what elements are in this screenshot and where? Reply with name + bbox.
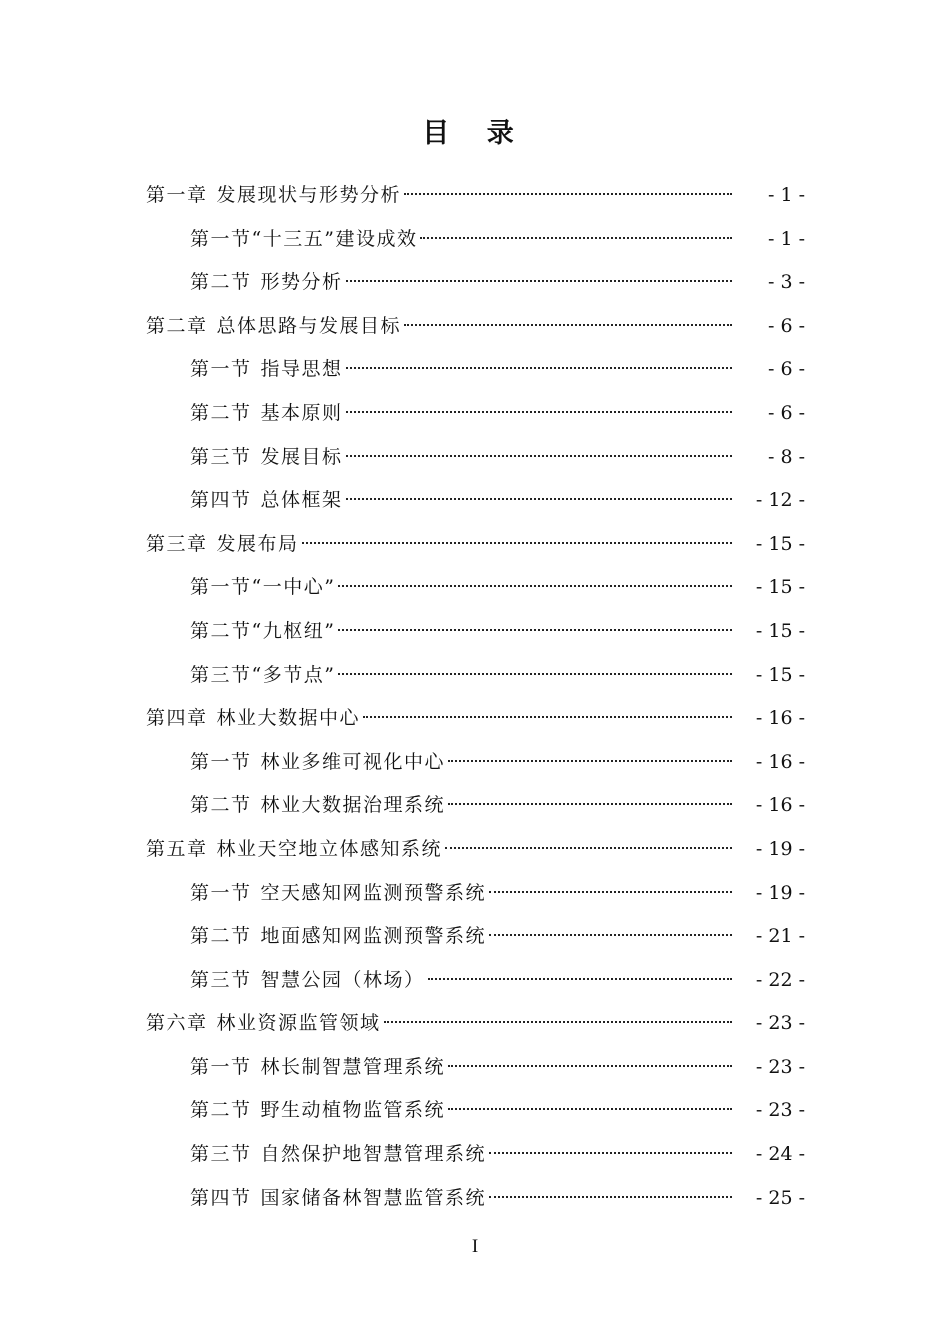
toc-entry-label: 第三节 bbox=[190, 968, 252, 991]
toc-section-entry[interactable] bbox=[0, 741, 950, 785]
toc-entry-page-number: - 21 - bbox=[755, 925, 805, 948]
toc-entry-label: 第六章 bbox=[146, 1012, 208, 1035]
toc-section-entry[interactable] bbox=[0, 436, 950, 480]
toc-section-entry[interactable] bbox=[0, 1133, 950, 1177]
toc-chapter-entry[interactable] bbox=[0, 523, 950, 567]
toc-entry-page-number: - 19 - bbox=[755, 881, 805, 904]
dot-leader bbox=[346, 280, 732, 282]
toc-entry-page-number: - 16 - bbox=[755, 750, 805, 773]
toc-section-entry[interactable] bbox=[0, 392, 950, 436]
toc-entry-title: “一中心” bbox=[251, 576, 336, 599]
toc-entry-title: 总体框架 bbox=[260, 489, 343, 512]
toc-entry-label: 第二节 bbox=[190, 271, 252, 294]
dot-leader bbox=[445, 847, 732, 849]
dot-leader bbox=[448, 803, 732, 805]
toc-entry-label: 第一节 bbox=[190, 881, 252, 904]
toc-entry-label: 第二章 bbox=[146, 314, 208, 337]
toc-entry-label: 第三节 bbox=[190, 663, 252, 686]
toc-section-entry[interactable] bbox=[0, 915, 950, 959]
toc-section-entry[interactable] bbox=[0, 610, 950, 654]
toc-entry-page-number: - 15 - bbox=[755, 532, 805, 555]
toc-entry-label: 第三章 bbox=[146, 532, 208, 555]
toc-entry-title: 林业大数据中心 bbox=[216, 707, 361, 730]
dot-leader bbox=[404, 193, 732, 195]
toc-entry-label: 第五章 bbox=[146, 837, 208, 860]
toc-entry-label: 第三节 bbox=[190, 445, 252, 468]
toc-entry-page-number: - 16 - bbox=[755, 794, 805, 817]
toc-section-entry[interactable] bbox=[0, 1089, 950, 1133]
dot-leader bbox=[338, 673, 732, 675]
toc-entry-label: 第一章 bbox=[146, 184, 208, 206]
toc-entry-title: “多节点” bbox=[251, 663, 336, 686]
dot-leader bbox=[448, 1108, 732, 1110]
toc-entry-label: 第四节 bbox=[190, 1186, 252, 1209]
toc-chapter-entry[interactable] bbox=[0, 828, 950, 872]
page-title: 目 录 bbox=[422, 118, 528, 149]
toc-entry-title: 野生动植物监管系统 bbox=[260, 1099, 446, 1122]
toc-entry-label: 第二节 bbox=[190, 925, 252, 948]
toc-entry-title: 国家储备林智慧监管系统 bbox=[260, 1186, 487, 1209]
toc-entry-page-number: - 6 - bbox=[767, 401, 805, 424]
toc-entry-page-number: - 15 - bbox=[755, 663, 805, 686]
toc-entry-title: “九枢纽” bbox=[251, 619, 336, 642]
page-number: I bbox=[471, 1236, 479, 1257]
toc-entry-page-number: - 22 - bbox=[755, 968, 805, 991]
toc-entry-title: 发展现状与形势分析 bbox=[216, 184, 402, 206]
toc-entry-page-number: - 1 - bbox=[767, 227, 805, 250]
dot-leader bbox=[448, 1065, 732, 1067]
toc-section-entry[interactable] bbox=[0, 218, 950, 262]
toc-entry-title: 智慧公园（林场） bbox=[260, 968, 425, 991]
toc-section-entry[interactable] bbox=[0, 959, 950, 1003]
toc-section-entry[interactable] bbox=[0, 566, 950, 610]
toc-section-entry[interactable] bbox=[0, 1046, 950, 1090]
dot-leader bbox=[420, 237, 732, 239]
dot-leader bbox=[363, 716, 732, 718]
toc-entry-page-number: - 15 - bbox=[755, 619, 805, 642]
dot-leader bbox=[448, 760, 732, 762]
toc-entry-title: 基本原则 bbox=[260, 401, 343, 424]
toc-section-entry[interactable] bbox=[0, 784, 950, 828]
dot-leader bbox=[428, 978, 732, 980]
toc-section-entry[interactable] bbox=[0, 1177, 950, 1221]
toc-entry-title: 自然保护地智慧管理系统 bbox=[260, 1143, 487, 1166]
toc-entry-label: 第一节 bbox=[190, 1055, 252, 1078]
toc-entry-page-number: - 24 - bbox=[755, 1143, 805, 1166]
toc-entry-title: 发展布局 bbox=[216, 532, 299, 555]
toc-entry-page-number: - 1 - bbox=[767, 184, 805, 206]
toc-entry-page-number: - 6 - bbox=[767, 358, 805, 381]
dot-leader bbox=[338, 629, 732, 631]
table-of-contents bbox=[0, 174, 950, 1220]
toc-entry-label: 第一节 bbox=[190, 227, 252, 250]
dot-leader bbox=[404, 324, 732, 326]
dot-leader bbox=[346, 367, 732, 369]
toc-entry-page-number: - 15 - bbox=[755, 576, 805, 599]
dot-leader bbox=[489, 891, 732, 893]
toc-entry-page-number: - 12 - bbox=[755, 489, 805, 512]
toc-entry-label: 第三节 bbox=[190, 1143, 252, 1166]
toc-chapter-entry[interactable] bbox=[0, 174, 950, 218]
toc-entry-title: 林业多维可视化中心 bbox=[260, 750, 446, 773]
toc-entry-title: 林业资源监管领域 bbox=[216, 1012, 381, 1035]
toc-section-entry[interactable] bbox=[0, 479, 950, 523]
toc-entry-label: 第一节 bbox=[190, 750, 252, 773]
dot-leader bbox=[489, 934, 732, 936]
toc-entry-page-number: - 25 - bbox=[755, 1186, 805, 1209]
dot-leader bbox=[489, 1196, 732, 1198]
toc-entry-title: “十三五”建设成效 bbox=[251, 227, 418, 250]
toc-entry-page-number: - 6 - bbox=[767, 314, 805, 337]
toc-entry-page-number: - 23 - bbox=[755, 1055, 805, 1078]
toc-entry-title: 发展目标 bbox=[260, 445, 343, 468]
dot-leader bbox=[346, 498, 732, 500]
toc-entry-title: 形势分析 bbox=[260, 271, 343, 294]
toc-section-entry[interactable] bbox=[0, 261, 950, 305]
toc-entry-title: 林长制智慧管理系统 bbox=[260, 1055, 446, 1078]
toc-section-entry[interactable] bbox=[0, 872, 950, 916]
dot-leader bbox=[346, 455, 732, 457]
toc-entry-title: 林业天空地立体感知系统 bbox=[216, 837, 443, 860]
toc-chapter-entry[interactable] bbox=[0, 305, 950, 349]
toc-entry-title: 指导思想 bbox=[260, 358, 343, 381]
dot-leader bbox=[384, 1021, 732, 1023]
toc-entry-label: 第二节 bbox=[190, 619, 252, 642]
toc-entry-page-number: - 3 - bbox=[767, 271, 805, 294]
toc-entry-label: 第二节 bbox=[190, 401, 252, 424]
toc-entry-label: 第二节 bbox=[190, 794, 252, 817]
toc-chapter-entry[interactable] bbox=[0, 697, 950, 741]
toc-entry-label: 第一节 bbox=[190, 358, 252, 381]
toc-entry-title: 林业大数据治理系统 bbox=[260, 794, 446, 817]
dot-leader bbox=[489, 1152, 732, 1154]
toc-entry-page-number: - 19 - bbox=[755, 837, 805, 860]
dot-leader bbox=[338, 585, 732, 587]
toc-entry-label: 第四节 bbox=[190, 489, 252, 512]
dot-leader bbox=[302, 542, 732, 544]
toc-entry-label: 第二节 bbox=[190, 1099, 252, 1122]
toc-entry-label: 第一节 bbox=[190, 576, 252, 599]
toc-entry-title: 空天感知网监测预警系统 bbox=[260, 881, 487, 904]
toc-entry-page-number: - 23 - bbox=[755, 1099, 805, 1122]
toc-entry-page-number: - 23 - bbox=[755, 1012, 805, 1035]
toc-entry-title: 地面感知网监测预警系统 bbox=[260, 925, 487, 948]
toc-entry-page-number: - 16 - bbox=[755, 707, 805, 730]
toc-entry-page-number: - 8 - bbox=[767, 445, 805, 468]
toc-section-entry[interactable] bbox=[0, 348, 950, 392]
toc-entry-label: 第四章 bbox=[146, 707, 208, 730]
toc-section-entry[interactable] bbox=[0, 654, 950, 698]
dot-leader bbox=[346, 411, 732, 413]
toc-entry-title: 总体思路与发展目标 bbox=[216, 314, 402, 337]
toc-chapter-entry[interactable] bbox=[0, 1002, 950, 1046]
